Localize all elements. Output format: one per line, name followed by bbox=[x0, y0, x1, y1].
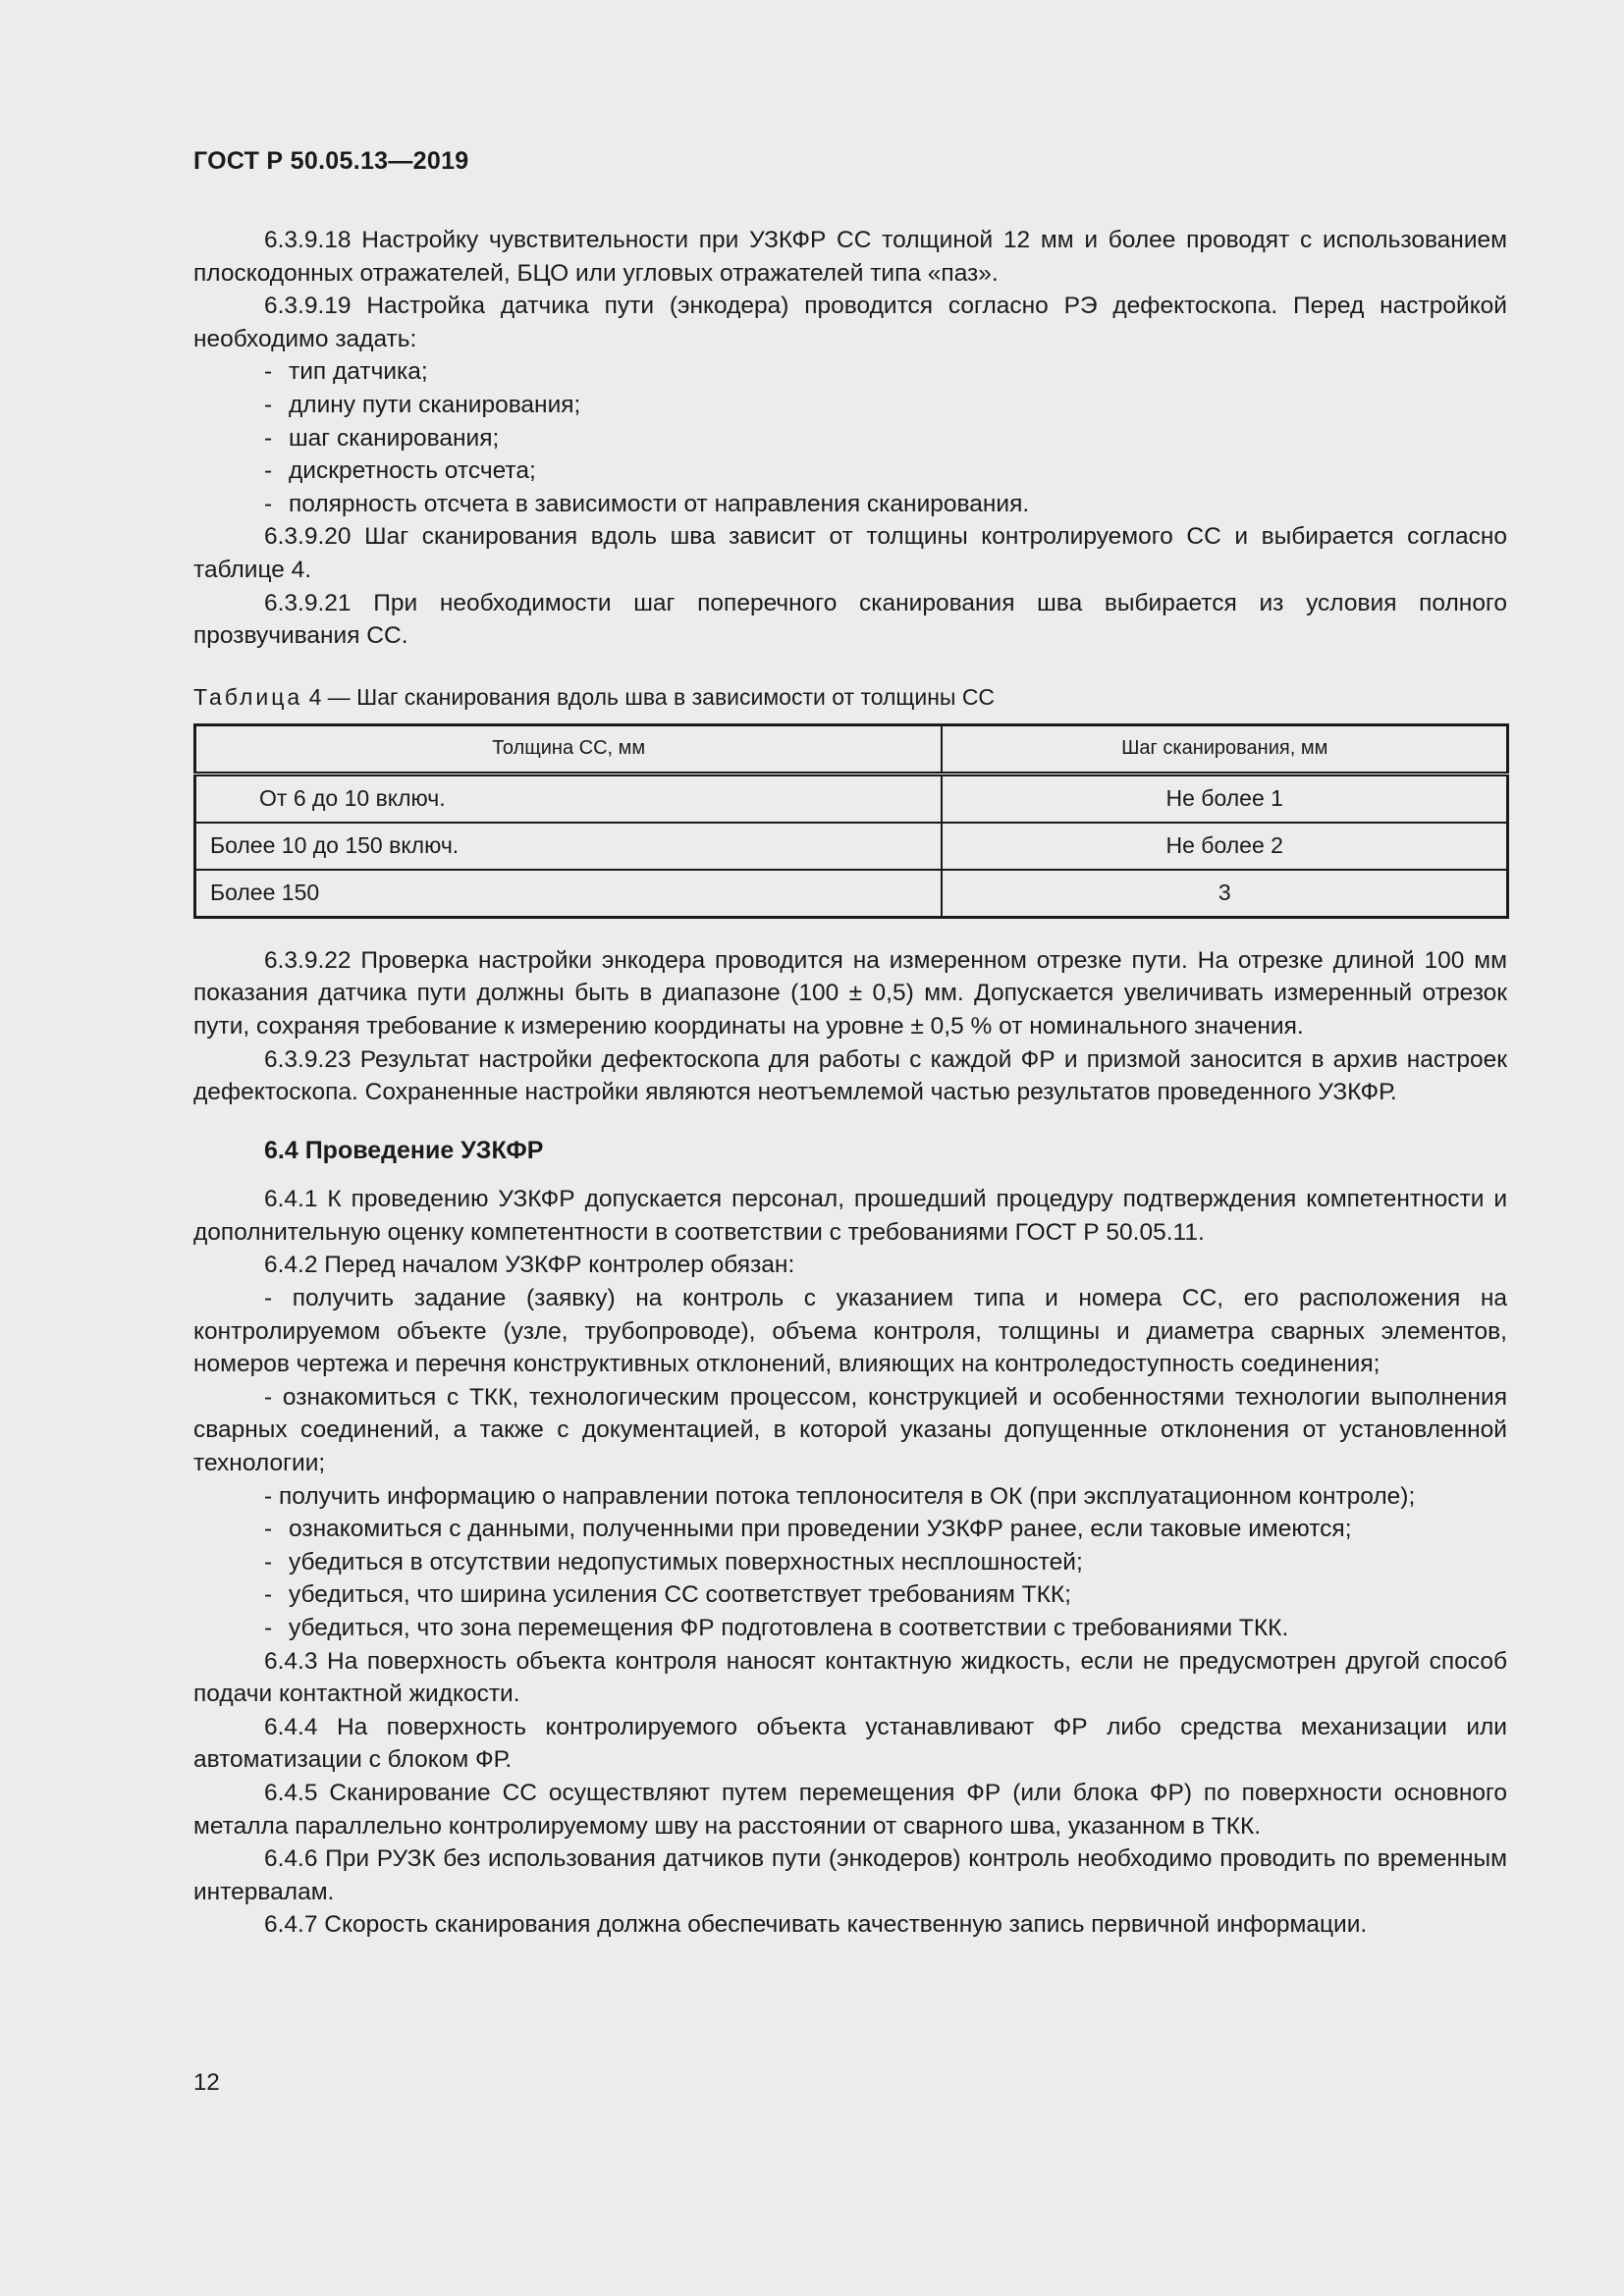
list-item: - ознакомиться с ТКК, технологическим процессом, конструкцией и особенностями технологии выполнения сварных соединений, а также с документацией, в которой указаны допущенные отклонения от установленной технологии; bbox=[193, 1383, 1507, 1477]
list-item: - полярность отсчета в зависимости от направления сканирования. bbox=[264, 490, 1030, 517]
table-row bbox=[195, 823, 1508, 870]
list-item: - шаг сканирования; bbox=[264, 424, 500, 452]
table-row bbox=[195, 870, 1508, 918]
paragraph-6-4-2: 6.4.2 Перед началом УЗКФР контролер обязан: bbox=[264, 1252, 795, 1279]
table-row bbox=[195, 774, 1508, 823]
list-item: - длину пути сканирования; bbox=[264, 391, 581, 418]
scan-step-table bbox=[193, 723, 1509, 919]
list-item: - получить задание (заявку) на контроль с указанием типа и номера СС, его расположения на контролируемом объекте (узле, трубопроводе), объема контроля, толщины и диаметра сварных элементов, номеров чертежа и перечня конструктивных отклонений, влияющих на контроледоступность соединения; bbox=[193, 1285, 1507, 1378]
table-caption: Таблица 4 — Шаг сканирования вдоль шва в зависимости от толщины СС bbox=[193, 683, 996, 710]
paragraph-6-4-7: 6.4.7 Скорость сканирования должна обеспечивать качественную запись первичной информации. bbox=[264, 1911, 1368, 1939]
paragraph-6-4-3: 6.4.3 На поверхность объекта контроля наносят контактную жидкость, если не предусмотрен другой способ подачи контактной жидкости. bbox=[193, 1647, 1507, 1708]
list-item: - ознакомиться с данными, полученными при проведении УЗКФР ранее, если таковые имеются; bbox=[264, 1516, 1352, 1543]
table-cell: Не более 2 bbox=[942, 823, 1507, 870]
table-cell: Более 10 до 150 включ. bbox=[195, 823, 943, 870]
paragraph-6-4-4: 6.4.4 На поверхность контролируемого объекта устанавливают ФР либо средства механизации или автоматизации с блоком ФР. bbox=[193, 1713, 1507, 1774]
paragraph-6-4-6: 6.4.6 При РУЗК без использования датчиков пути (энкодеров) контроль необходимо проводить по временным интервалам. bbox=[193, 1845, 1507, 1905]
section-title: 6.4 Проведение УЗКФР bbox=[264, 1136, 544, 1164]
paragraph-6-3-9-23: 6.3.9.23 Результат настройки дефектоскопа для работы с каждой ФР и призмой заносится в архив настроек дефектоскопа. Сохраненные настройки являются неотъемлемой частью результатов проведенного УЗКФР. bbox=[193, 1045, 1507, 1106]
document-body bbox=[193, 224, 1507, 1942]
document-header: ГОСТ Р 50.05.13—2019 bbox=[193, 147, 469, 175]
table-cell: 3 bbox=[942, 870, 1507, 918]
list-item: - убедиться, что зона перемещения ФР подготовлена в соответствии с требованиями ТКК. bbox=[264, 1615, 1289, 1641]
paragraph-6-4-5: 6.4.5 Сканирование СС осуществляют путем перемещения ФР (или блока ФР) по поверхности основного металла параллельно контролируемому шву на расстоянии от сварного шва, указанном в ТКК. bbox=[193, 1779, 1507, 1840]
table-header-cell: Шаг сканирования, мм bbox=[942, 724, 1507, 774]
list-item: - получить информацию о направлении потока теплоносителя в ОК (при эксплуатационном контроле); bbox=[264, 1482, 1416, 1510]
list-item: - дискретность отсчета; bbox=[264, 457, 536, 485]
paragraph-6-3-9-19: 6.3.9.19 Настройка датчика пути (энкодера) проводится согласно РЭ дефектоскопа. Перед настройкой необходимо задать: bbox=[193, 293, 1507, 352]
paragraph-6-4-1: 6.4.1 К проведению УЗКФР допускается персонал, прошедший процедуру подтверждения компетентности и дополнительную оценку компетентности в соответствии с требованиями ГОСТ Р 50.05.11. bbox=[193, 1186, 1507, 1246]
list-item: - тип датчика; bbox=[264, 358, 428, 386]
encoder-settings-list bbox=[193, 355, 1507, 520]
inspector-duties-list bbox=[193, 1513, 1507, 1644]
table-cell: Не более 1 bbox=[942, 774, 1507, 823]
paragraph-6-3-9-20: 6.3.9.20 Шаг сканирования вдоль шва зависит от толщины контролируемого СС и выбирается согласно таблице 4. bbox=[193, 523, 1507, 583]
table-header-cell: Толщина СС, мм bbox=[195, 724, 943, 774]
paragraph-6-3-9-21: 6.3.9.21 При необходимости шаг поперечного сканирования шва выбирается из условия полного прозвучивания СС. bbox=[193, 589, 1507, 650]
table-cell: От 6 до 10 включ. bbox=[195, 774, 943, 823]
list-item: - убедиться в отсутствии недопустимых поверхностных несплошностей; bbox=[264, 1548, 1083, 1575]
page-number: 12 bbox=[193, 2069, 220, 2096]
list-item: - убедиться, что ширина усиления СС соответствует требованиям ТКК; bbox=[264, 1581, 1071, 1609]
paragraph-6-3-9-22: 6.3.9.22 Проверка настройки энкодера проводится на измеренном отрезке пути. На отрезке длиной 100 мм показания датчика пути должны быть в диапазоне (100 ± 0,5) мм. Допускается увеличивать измеренный отрезок пути, сохраняя требование к измерению координаты на уровне ± 0,5 % от номинального значения. bbox=[193, 946, 1507, 1040]
table-cell: Более 150 bbox=[195, 870, 943, 918]
paragraph-6-3-9-18: 6.3.9.18 Настройку чувствительности при УЗКФР СС толщиной 12 мм и более проводят с использованием плоскодонных отражателей, БЦО или угловых отражателей типа «паз». bbox=[193, 227, 1507, 287]
